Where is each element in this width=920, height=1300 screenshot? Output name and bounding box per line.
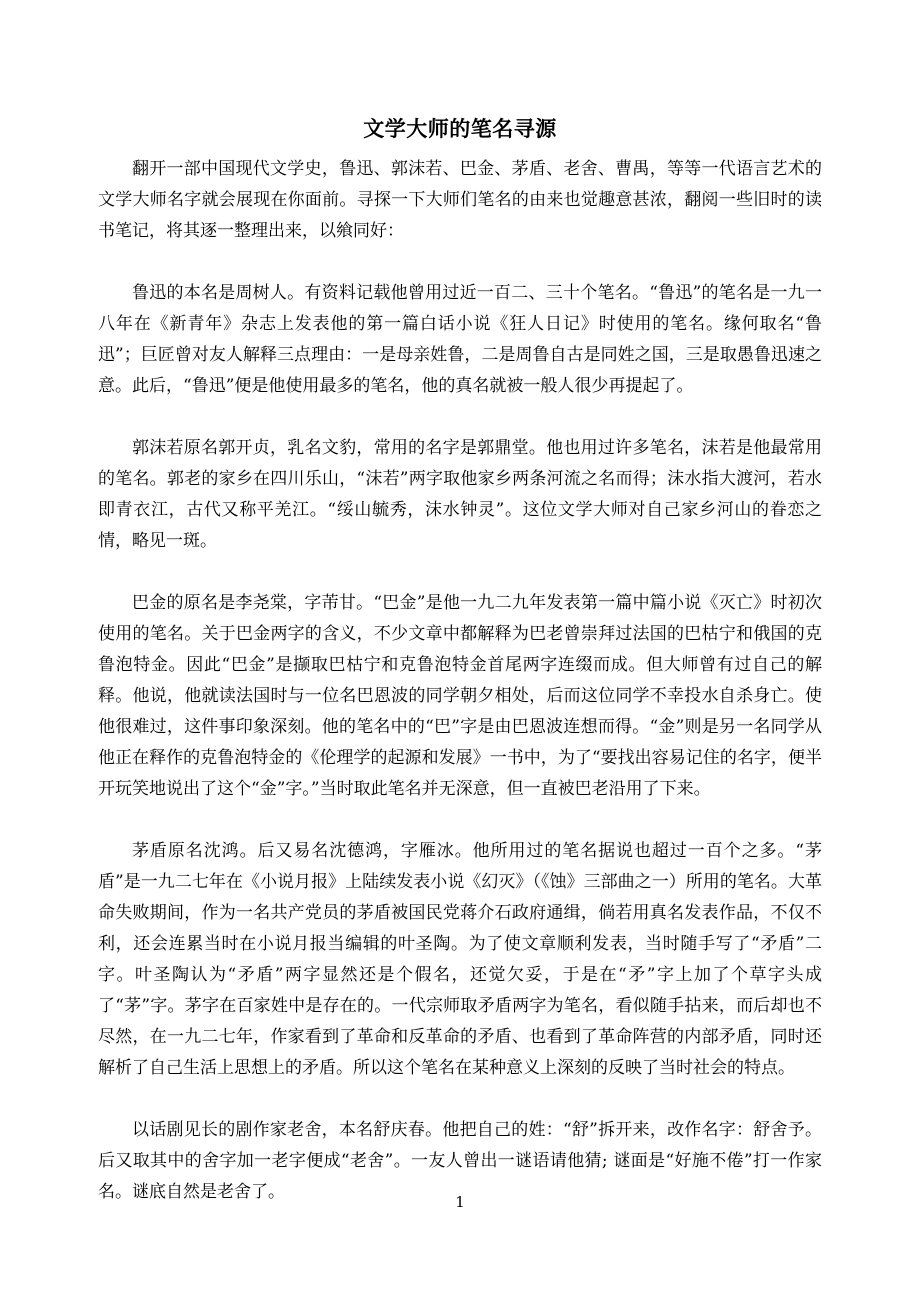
page-title: 文学大师的笔名寻源 xyxy=(363,116,557,141)
paragraph-intro: 翻开一部中国现代文学史，鲁迅、郭沫若、巴金、茅盾、老舍、曹禺，等等一代语言艺术的文学大师名字就会展现在你面前。寻探一下大师们笔名的由来也觉趣意甚浓，翻阅一些旧时的读书笔记，将其逐一整理出来，以飨同好： xyxy=(98,159,822,241)
article-body xyxy=(98,154,822,1239)
paragraph-guo-moruo: 郭沫若原名郭开贞，乳名文豹，常用的名字是郭鼎堂。他也用过许多笔名，沫若是他最常用的笔名。郭老的家乡在四川乐山，“沫若”两字取他家乡两条河流之名而得；沫水指大渡河，若水即青衣江，古代又称平羌江。“绥山毓秀，沫水钟灵”。这位文学大师对自己家乡河山的眷恋之情，略见一斑。 xyxy=(98,438,822,551)
paragraph-ba-jin: 巴金的原名是李尧棠，字芾甘。“巴金”是他一九二九年发表第一篇中篇小说《灭亡》时初次使用的笔名。关于巴金两字的含义，不少文章中都解释为巴老曾崇拜过法国的巴枯宁和俄国的克鲁泡特金。因此“巴金”是撷取巴枯宁和克鲁泡特金首尾两字连缀而成。但大师曾有过自己的解释。他说，他就读法国时与一位名巴恩波的同学朝夕相处，后而这位同学不幸投水自杀身亡。使他很难过，这件事印象深刻。他的笔名中的“巴”字是由巴恩波连想而得。“金”则是另一名同学从他正在释作的克鲁泡特金的《伦理学的起源和发展》一书中，为了“要找出容易记住的名字，便半开玩笑地说出了这个“金”字。”当时取此笔名并无深意，但一直被巴老沿用了下来。 xyxy=(98,593,822,799)
page-number: 1 xyxy=(455,1193,465,1211)
paragraph-lao-she: 以话剧见长的剧作家老舍，本名舒庆春。他把自己的姓：“舒”拆开来，改作名字：舒舍予。后又取其中的舍字加一老字便成“老舍”。一友人曾出一谜语请他猜; 谜面是“好施不倦”打一作家名。谜底自然是老舍了。 xyxy=(98,1120,822,1202)
paragraph-mao-dun: 茅盾原名沈鸿。后又易名沈德鸿，字雁冰。他所用过的笔名据说也超过一百个之多。“茅盾”是一九二七年在《小说月报》上陆续发表小说《幻灭》（《蚀》三部曲之一）所用的笔名。大革命失败期间，作为一名共产党员的茅盾被国民党蒋介石政府通缉，倘若用真名发表作品，不仅不利，还会连累当时在小说月报当编辑的叶圣陶。为了使文章顺利发表，当时随手写了“矛盾”二字。叶圣陶认为“矛盾”两字显然还是个假名，还觉欠妥，于是在“矛”字上加了个草字头成了“茅”字。茅字在百家姓中是存在的。一代宗师取矛盾两字为笔名，看似随手拈来，而后却也不尽然，在一九二七年，作家看到了革命和反革命的矛盾、也看到了革命阵营的内部矛盾，同时还解析了自己生活上思想上的矛盾。所以这个笔名在某种意义上深刻的反映了当时社会的特点。 xyxy=(98,841,822,1078)
paragraph-lu-xun: 鲁迅的本名是周树人。有资料记载他曾用过近一百二、三十个笔名。“鲁迅”的笔名是一九一八年在《新青年》杂志上发表他的第一篇白话小说《狂人日记》时使用的笔名。缘何取名“鲁迅”；巨匠曾对友人解释三点理由：一是母亲姓鲁，二是周鲁自古是同姓之国，三是取愚鲁迅速之意。此后，“鲁迅”便是他使用最多的笔名，他的真名就被一般人很少再提起了。 xyxy=(98,283,822,396)
